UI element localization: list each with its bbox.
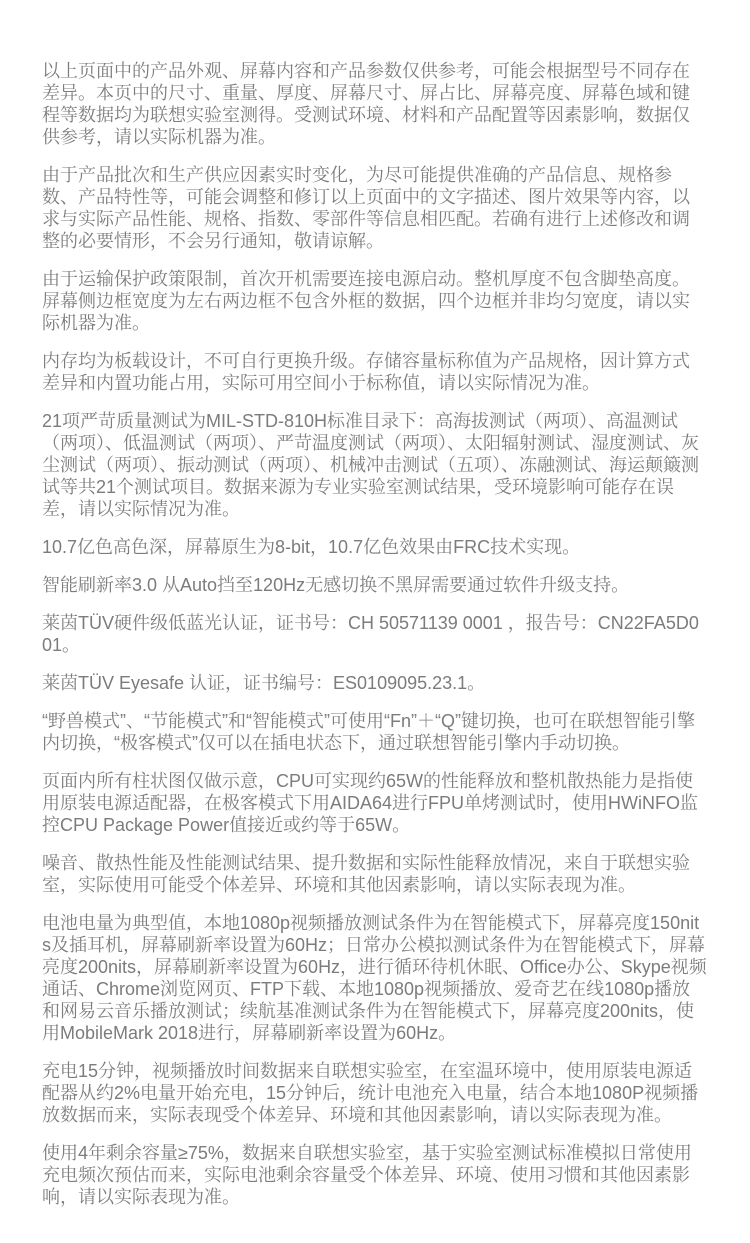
disclaimer-paragraph-tuv-low-bluelight: 莱茵TÜV硬件级低蓝光认证，证书号：CH 50571139 0001 ，报告号：CN22FA5D001。	[42, 613, 699, 655]
disclaimer-paragraph-appearance: 以上页面中的产品外观、屏幕内容和产品参数仅供参考，可能会根据型号不同存在差异。本页中的尺寸、重量、厚度、屏幕尺寸、屏占比、屏幕亮度、屏幕色域和键程等数据均为联想实验室测得。受测试环境、材料和产品配置等因素影响，数据仅供参考，请以实际机器为准。	[42, 61, 690, 147]
disclaimer-paragraph-performance-modes: “野兽模式”、“节能模式”和“智能模式”可使用“Fn”＋“Q”键切换，也可在联想智能引擎内切换，“极客模式”仅可以在插电状态下，通过联想智能引擎内手动切换。	[42, 711, 695, 753]
disclaimer-paragraph-mil-std-tests: 21项严苛质量测试为MIL-STD-810H标准目录下：高海拔测试（两项）、高温测试（两项）、低温测试（两项）、严苛温度测试（两项）、太阳辐射测试、湿度测试、灰尘测试（两项）、振动测试（两项）、机械冲击测试（五项）、冻融测试、海运颠簸测试等共21个测试项目。数据来源为专业实验室测试结果，受环境影响可能存在误差，请以实际情况为准。	[42, 411, 699, 519]
disclaimer-paragraph-refresh-rate: 智能刷新率3.0 从Auto挡至120Hz无感切换不黑屏需要通过软件升级支持。	[42, 575, 630, 595]
disclaimer-paragraph-production-changes: 由于产品批次和生产供应因素实时变化，为尽可能提供准确的产品信息、规格参数、产品特性等，可能会调整和修订以上页面中的文字描述、图片效果等内容，以求与实际产品性能、规格、指数、零部件等信息相匹配。若确有进行上述修改和调整的必要情形，不会另行通知，敬请谅解。	[42, 165, 690, 251]
disclaimer-paragraph-cpu-power: 页面内所有柱状图仅做示意，CPU可实现约65W的性能释放和整机散热能力是指使用原装电源适配器，在极客模式下用AIDA64进行FPU单烤测试时，使用HWiNFO监控CPU Package Power值接近或约等于65W。	[42, 771, 699, 835]
disclaimer-paragraph-tuv-eyesafe: 莱茵TÜV Eyesafe 认证，证书编号：ES0109095.23.1。	[42, 673, 486, 693]
disclaimer-paragraph-memory-storage: 内存均为板载设计，不可自行更换升级。存储容量标称值为产品规格，因计算方式差异和内置功能占用，实际可用空间小于标称值，请以实际情况为准。	[42, 351, 690, 393]
disclaimer-paragraph-battery-tests: 电池电量为典型值，本地1080p视频播放测试条件为在智能模式下，屏幕亮度150nits及插耳机，屏幕刷新率设置为60Hz；日常办公模拟测试条件为在智能模式下，屏幕亮度200nits，屏幕刷新率设置为60Hz，进行循环待机休眠、Office办公、Skype视频通话、Chrome浏览网页、FTP下载、本地1080p视频播放、爱奇艺在线1080p播放和网易云音乐播放测试；续航基准测试条件为在智能模式下，屏幕亮度200nits，使用MobileMark 2018进行，屏幕刷新率设置为60Hz。	[42, 913, 707, 1043]
disclaimer-paragraph-color-depth: 10.7亿色高色深，屏幕原生为8-bit，10.7亿色效果由FRC技术实现。	[42, 537, 581, 557]
disclaimer-paragraph-shipping-protection: 由于运输保护政策限制，首次开机需要连接电源启动。整机厚度不包含脚垫高度。屏幕侧边框宽度为左右两边框不包含外框的数据，四个边框并非均匀宽度，请以实际机器为准。	[42, 269, 690, 333]
disclaimer-paragraph-fast-charge: 充电15分钟，视频播放时间数据来自联想实验室，在室温环境中，使用原装电源适配器从约2%电量开始充电，15分钟后，统计电池充入电量，结合本地1080P视频播放数据而来，实际表现受个体差异、环境和其他因素影响，请以实际表现为准。	[42, 1061, 699, 1125]
disclaimer-paragraph-noise-thermal: 噪音、散热性能及性能测试结果、提升数据和实际性能释放情况，来自于联想实验室，实际使用可能受个体差异、环境和其他因素影响，请以实际表现为准。	[42, 853, 690, 895]
disclaimer-paragraph-battery-lifespan: 使用4年剩余容量≥75%，数据来自联想实验室，基于实验室测试标准模拟日常使用充电频次预估而来，实际电池剩余容量受个体差异、环境、使用习惯和其他因素影响，请以实际表现为准。	[42, 1143, 692, 1207]
